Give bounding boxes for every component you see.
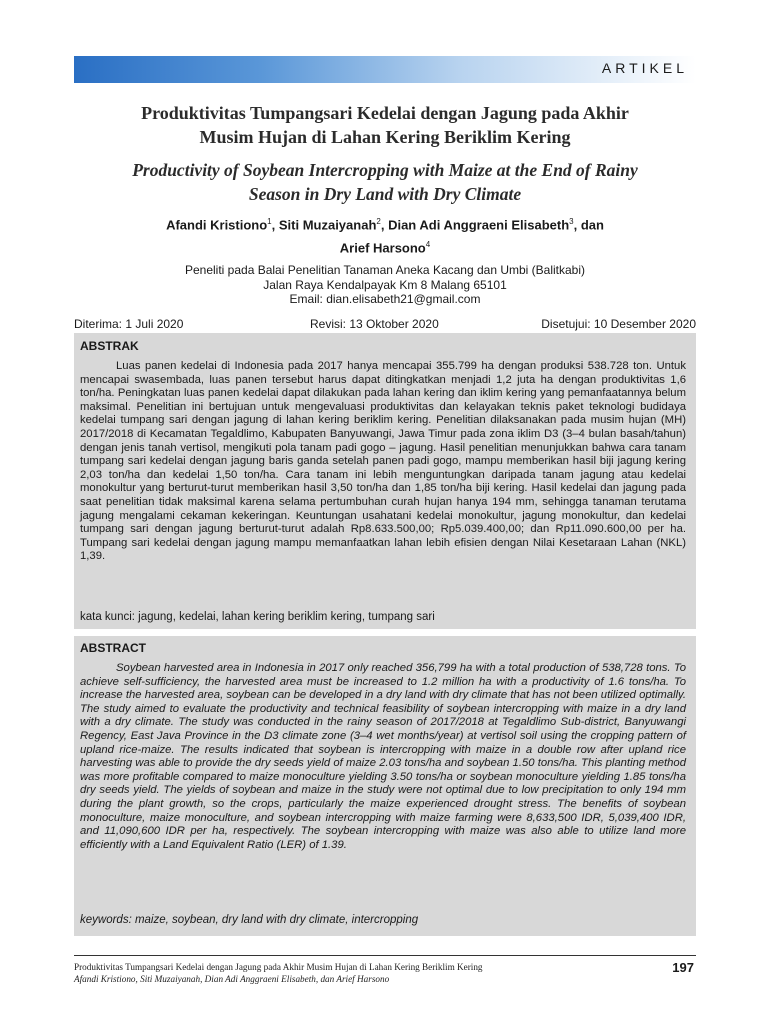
abstract-text	[80, 662, 686, 852]
page-number: 197	[672, 960, 694, 975]
affiliation	[74, 263, 696, 307]
author-list	[74, 212, 696, 259]
footer-running-title: Produktivitas Tumpangsari Kedelai dengan Jagung pada Akhir Musim Hujan di Lahan Kering Beriklim Kering	[74, 962, 483, 972]
abstrak-paragraph: Luas panen kedelai di Indonesia pada 2017 hanya mencapai 355.799 ha dengan produksi 538.728 ton. Untuk mencapai swasembada, luas panen tersebut harus dapat ditingkatkan menjadi 1,2 juta ha dengan produktivitas 1,6 ton/ha. Peningkatan luas panen kedelai dapat dilakukan pada lahan kering dan iklim kering yang pemanfaatannya belum maksimal. Penelitian ini bertujuan untuk mengevaluasi produktivitas dan kelayakan teknis paket teknologi budidaya kedelai tumpang sari dengan jagung di lahan kering beriklim kering. Penelitian dilaksanakan pada musim hujan (MH) 2017/2018 di Kecamatan Tegaldlimo, Kabupaten Banyuwangi, Jawa Timur pada zona iklim D3 (3–4 bulan basah/tahun) dengan jenis tanah vertisol, mengikuti pola tanam padi gogo – jagung. Hasil penelitian menunjukkan bahwa cara tanam tumpang sari kedelai dengan jagung baris ganda setelah panen padi gogo, mampu memberikan hasil biji jagung kering 2,03 ton/ha dan kedelai 1,50 ton/ha. Cara tanam ini lebih menguntungkan daripada tanam jagung atau kedelai monokultur yang berturut-turut memberikan hasil 3,50 ton/ha dan 1,85 ton/ha biji kering. Hasil kedelai dan jagung pada saat penelitian tidak maksimal karena selama pertumbuhan curah hujan hanya 194 mm, sehingga tanaman terutama jagung mengalami cekaman kekeringan. Keuntungan usahatani kedelai monokultur, jagung monokultur, dan kedelai tumpang sari dengan jagung berturut-turut adalah Rp8.633.500,00; Rp5.039.400,00; dan Rp11.090.600,00 per ha. Tumpang sari kedelai dengan jagung mampu memanfaatkan lahan lebih efisien dengan Nilai Kesetaraan Lahan (NKL) 1,39.	[80, 360, 686, 563]
author-separator: , dan	[573, 217, 604, 233]
affiliation-institution: Peneliti pada Balai Penelitian Tanaman Aneka Kacang dan Umbi (Balitkabi)	[184, 263, 586, 277]
article-dates	[74, 317, 696, 332]
abstract-paragraph: Soybean harvested area in Indonesia in 2017 only reached 356,799 ha with a total production of 538,728 tons. To achieve self-sufficiency, the harvested area must be increased to 1.2 million ha with a productivity of 1.6 tons/ha. To increase the harvested area, soybean can be developed in a dry land with dry climate that has not been utilized optimally. The study aimed to evaluate the productivity and technical feasibility of soybean intercropping with maize in a dry land with a dry climate. The study was conducted in the rainy season of 2017/2018 at Tegaldlimo Sub-district, Banyuwangi Regency, East Java Province in the D3 climate zone (3–4 wet months/year) at vertisol soil using the cropping pattern of upland rice-maize. The results indicated that soybean is intercropping with maize in a double row after upland rice harvesting was able to provide the dry seeds yield of maize 2.03 tons/ha and soybean 1.50 tons/ha. This planting method was more profitable compared to maize monoculture yielding 3.50 tons/ha or soybean monoculture yielding 1.85 tons/ha dry seeds yield. The yields of soybean and maize in the study were not optimal due to low precipitation to only 194 mm during the plant growth, so the crops, particularly the maize experienced drought stress. The benefits of soybean monoculture, maize monoculture, and soybean intercropping with maize farming were 8,633,500 IDR, 5,039,400 IDR, and 11,090,600 IDR per ha, respectively. The soybean intercropping with maize was also able to utilize land more efficiently with a Land Equivalent Ratio (LER) of 1.39.	[80, 662, 686, 851]
author-line-2	[74, 235, 696, 258]
abstrak-keywords: kata kunci: jagung, kedelai, lahan kering beriklim kering, tumpang sari	[80, 611, 435, 623]
section-label: ARTIKEL	[601, 60, 688, 76]
affiliation-email: Email: dian.elisabeth21@gmail.com	[289, 292, 481, 306]
abstrak-text	[80, 360, 686, 564]
abstract-heading: ABSTRACT	[80, 641, 146, 655]
author-name: Arief Harsono	[339, 240, 426, 256]
abstrak-box	[74, 333, 696, 629]
abstract-box	[74, 636, 696, 936]
author-line-1	[74, 212, 696, 235]
date-approved: Disetujui: 10 Desember 2020	[541, 317, 696, 331]
author-name: Afandi Kristiono	[166, 217, 268, 233]
author-affil-mark: 3	[569, 217, 574, 226]
author-affil-mark: 1	[267, 217, 272, 226]
header-banner	[74, 56, 696, 83]
title-english	[74, 158, 696, 206]
affiliation-address: Jalan Raya Kendalpayak Km 8 Malang 65101	[263, 277, 507, 292]
date-received: Diterima: 1 Juli 2020	[74, 317, 184, 331]
title-english-line: Season in Dry Land with Dry Climate	[248, 184, 522, 204]
title-indonesian	[74, 101, 696, 149]
author-name: Siti Muzaiyanah	[278, 217, 377, 233]
author-separator: ,	[380, 217, 389, 233]
abstrak-heading: ABSTRAK	[80, 339, 139, 353]
title-english-line: Productivity of Soybean Intercropping with Maize at the End of Rainy	[132, 160, 638, 180]
date-revised: Revisi: 13 Oktober 2020	[310, 317, 439, 331]
title-indonesian-line: Produktivitas Tumpangsari Kedelai dengan Jagung pada Akhir	[141, 103, 629, 123]
footer-divider	[74, 955, 696, 956]
abstract-keywords: keywords: maize, soybean, dry land with dry climate, intercropping	[80, 914, 419, 926]
author-affil-mark: 4	[425, 240, 431, 250]
author-affil-mark: 2	[376, 217, 381, 226]
title-indonesian-line: Musim Hujan di Lahan Kering Beriklim Kering	[199, 127, 571, 147]
footer-running-authors: Afandi Kristiono, Siti Muzaiyanah, Dian Adi Anggraeni Elisabeth, dan Arief Harsono	[74, 974, 390, 984]
author-separator: ,	[271, 217, 279, 233]
author-name: Dian Adi Anggraeni Elisabeth	[388, 217, 570, 233]
